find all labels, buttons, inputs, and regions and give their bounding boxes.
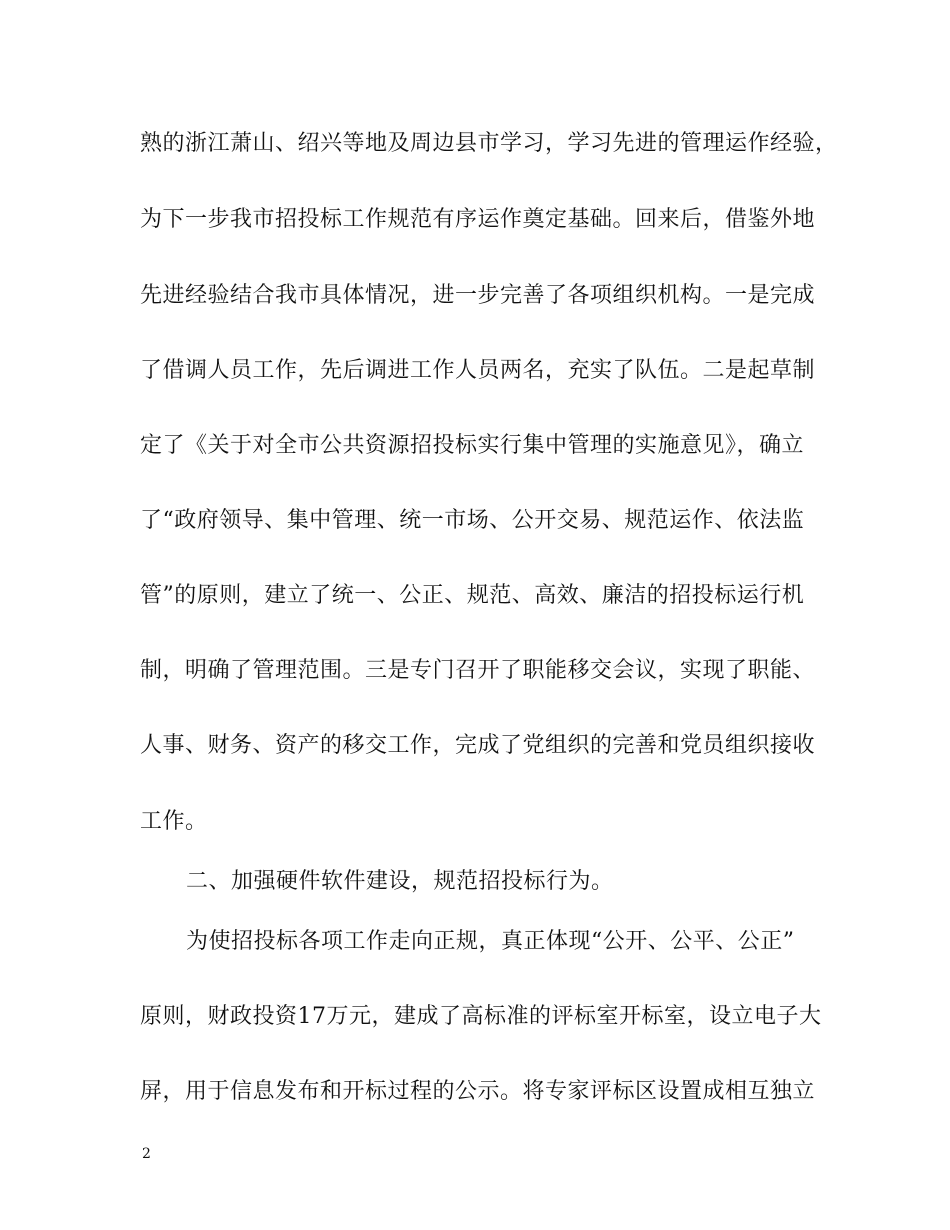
paragraph-start-line: 为使招投标各项工作走向正规，真正体现“公开、公平、公正” (186, 929, 795, 954)
body-text-line: 定了《关于对全市公共资源招投标实行集中管理的实施意见》，确立 (140, 433, 805, 458)
section-heading: 二、加强硬件软件建设，规范招投标行为。 (186, 869, 614, 894)
body-text-line: 了借调人员工作，先后调进工作人员两名，充实了队伍。二是起草制 (140, 358, 816, 383)
body-text-line: 熟的浙江萧山、绍兴等地及周边县市学习，学习先进的管理运作经验， (140, 131, 838, 156)
body-text-line: 屏，用于信息发布和开标过程的公示。将专家评标区设置成相互独立 (140, 1079, 816, 1104)
page-number: 2 (142, 1146, 151, 1162)
body-text-line: 管”的原则，建立了统一、公正、规范、高效、廉洁的招投标运行机 (140, 583, 805, 608)
body-text-line: 为下一步我市招投标工作规范有序运作奠定基础。回来后，借鉴外地 (140, 207, 816, 232)
body-text-line: 原则，财政投资17万元，建成了高标准的评标室开标室，设立电子大 (140, 1004, 822, 1029)
body-text-line: 了“政府领导、集中管理、统一市场、公开交易、规范运作、依法监 (140, 508, 805, 533)
body-text-line: 工作。 (140, 809, 208, 834)
body-text-line: 先进经验结合我市具体情况，进一步完善了各项组织机构。一是完成 (140, 283, 816, 308)
body-text-line: 制，明确了管理范围。三是专门召开了职能移交会议，实现了职能、 (140, 658, 816, 683)
body-text-line: 人事、财务、资产的移交工作，完成了党组织的完善和党员组织接收 (140, 733, 816, 758)
